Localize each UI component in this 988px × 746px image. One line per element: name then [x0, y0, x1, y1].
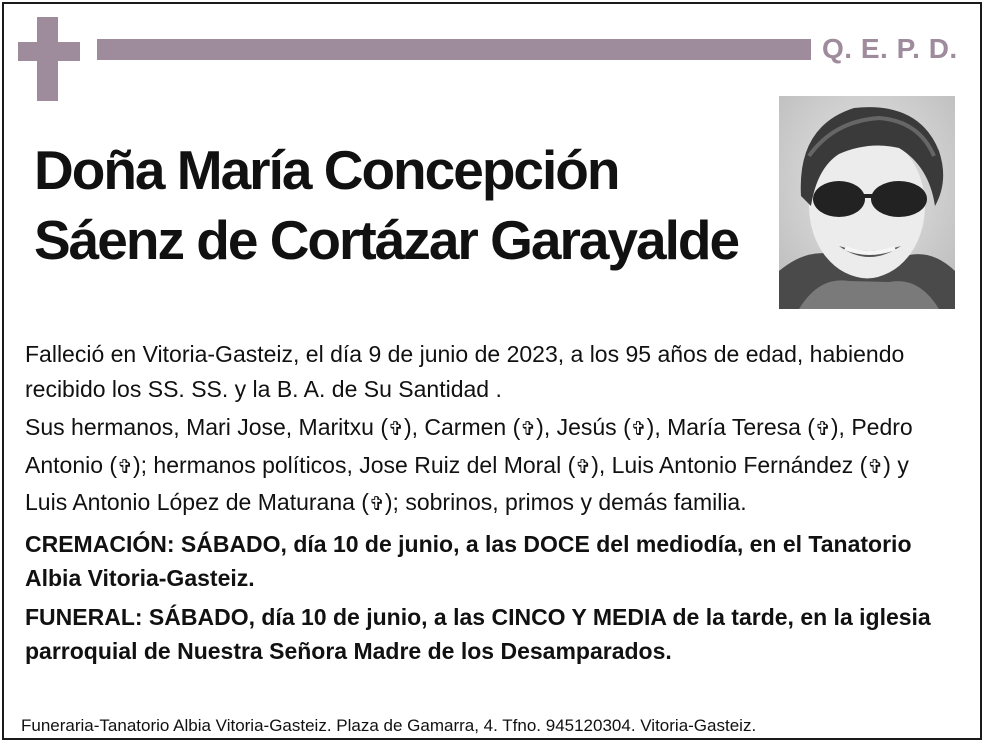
cross-icon: ✞: [520, 419, 537, 440]
family-list: Sus hermanos, Mari Jose, Maritxu (✞), Carmen (✞), Jesús (✞), María Teresa (✞), Pedro Antonio (✞); hermanos políticos, Jose Ruiz del Moral (✞), Luis Antonio Fernández (✞) y Luis Antonio López de Maturana (✞); sobrinos, primos y demás familia.: [25, 414, 913, 515]
funeral-info: FUNERAL: SÁBADO, día 10 de junio, a las CINCO Y MEDIA de la tarde, en la iglesia parroquial de Nuestra Señora Madre de los Desamparados.: [25, 603, 931, 664]
cross-icon: ✞: [814, 419, 831, 440]
death-announcement: Falleció en Vitoria-Gasteiz, el día 9 de junio de 2023, a los 95 años de edad, habiendo recibido los SS. SS. y la B. A. de Su Santidad .: [25, 341, 905, 402]
deceased-name-line2: Sáenz de Cortázar Garayalde: [34, 209, 739, 271]
cross-icon: ✞: [630, 419, 647, 440]
deceased-name: [34, 135, 738, 275]
qepd-label: Q. E. P. D.: [822, 33, 958, 64]
header-bar: [97, 39, 811, 60]
cremation-info: CREMACIÓN: SÁBADO, día 10 de junio, a las DOCE del mediodía, en el Tanatorio Albia Vitoria-Gasteiz.: [25, 530, 912, 591]
funeral-home-footer: Funeraria-Tanatorio Albia Vitoria-Gasteiz. Plaza de Gamarra, 4. Tfno. 945120304. Vitoria-Gasteiz.: [21, 716, 757, 735]
cross-icon: ✞: [117, 456, 133, 478]
portrait-photo: [779, 96, 955, 309]
cross-icon: ✞: [368, 494, 385, 515]
portrait-photo-icon: [779, 96, 955, 309]
notice-body: [25, 337, 955, 669]
deceased-name-line1: Doña María Concepción: [34, 139, 619, 201]
cross-icon: ✞: [867, 456, 884, 478]
cross-icon-horizontal: [18, 42, 80, 61]
cross-icon: ✞: [388, 419, 404, 440]
cross-icon: ✞: [575, 456, 592, 478]
